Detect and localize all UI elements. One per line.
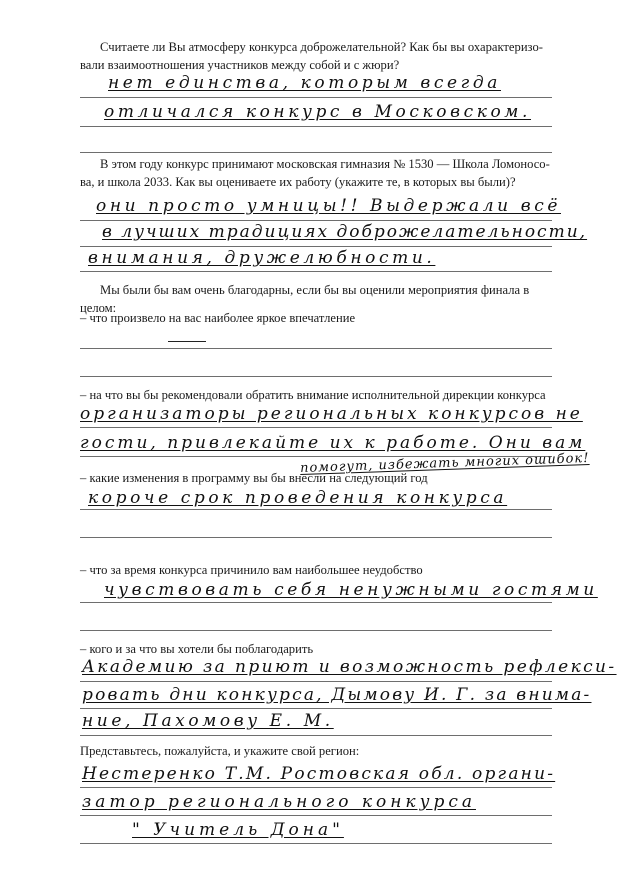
answer-line — [80, 376, 552, 377]
handwritten-answer: гости, привлекайте их к работе. Они вам — [80, 433, 586, 453]
answer-line — [80, 843, 552, 844]
question-thanks: – кого и за что вы хотели бы поблагодарить — [80, 642, 314, 656]
handwritten-answer: они просто умницы!! Выдержали всё — [96, 196, 561, 216]
answer-line — [80, 815, 552, 816]
handwritten-answer: ние, Пахомову Е. М. — [82, 711, 334, 731]
question-discomfort: – что за время конкурса причинило вам наибольшее неудобство — [80, 563, 423, 577]
handwritten-dash — [168, 341, 206, 342]
handwritten-answer: внимания, дружелюбности. — [88, 248, 436, 268]
handwritten-answer: нет единства, которым всегда — [108, 73, 501, 93]
answer-line — [80, 708, 552, 709]
question-hosts-line1: В этом году конкурс принимают московская гимназия № 1530 — Школа Ломоносо- — [100, 157, 550, 171]
answer-line — [80, 97, 552, 98]
question-atmosphere — [80, 38, 552, 74]
final-intro: Мы были бы вам очень благодарны, если бы вы оценили мероприятия финала в целом: — [80, 283, 530, 315]
question-impression: – что произвело на вас наиболее яркое впечатление — [80, 311, 356, 325]
question-hosts-line2: ва, и школа 2033. Как вы оцениваете их работу (укажите те, в которых вы были)? — [80, 175, 516, 189]
question-atmosphere-line1: Считаете ли Вы атмосферу конкурса доброжелательной? Как бы вы охарактеризо- — [100, 40, 543, 54]
handwritten-answer: ровать дни конкурса, Дымову И. Г. за внима- — [82, 685, 592, 705]
handwritten-answer: помогут, избежать многих ошибок! — [299, 450, 590, 477]
answer-line — [80, 246, 552, 247]
question-hosts — [80, 155, 552, 191]
question-atmosphere-line2: вали взаимоотношения участников между собой и с жюри? — [80, 58, 400, 72]
answer-line — [80, 427, 552, 428]
answer-line — [80, 537, 552, 538]
question-direction: – на что вы бы рекомендовали обратить внимание исполнительной дирекции конкурса — [80, 388, 546, 402]
handwritten-answer: отличался конкурс в Московском. — [104, 102, 531, 122]
handwritten-answer: организаторы региональных конкурсов не — [80, 404, 583, 424]
answer-line — [80, 681, 552, 682]
answer-line — [80, 220, 552, 221]
handwritten-answer: " Учитель Дона" — [132, 820, 344, 840]
answer-line — [80, 271, 552, 272]
handwritten-answer: Нестеренко Т.М. Ростовская обл. органи- — [82, 764, 556, 784]
handwritten-answer: затор регионального конкурса — [82, 792, 476, 812]
answer-line — [80, 348, 552, 349]
answer-line — [80, 630, 552, 631]
handwritten-answer: в лучших традициях доброжелательности, — [102, 222, 588, 242]
answer-line — [80, 152, 552, 153]
answer-line — [80, 735, 552, 736]
handwritten-answer: короче срок проведения конкурса — [88, 488, 508, 508]
answer-line — [80, 602, 552, 603]
handwritten-answer: чувствовать себя ненужными гостями — [104, 580, 598, 600]
handwritten-answer: Академию за приют и возможность рефлекси- — [82, 657, 617, 677]
question-program: – какие изменения в программу вы бы внесли на следующий год — [80, 471, 428, 485]
answer-line — [80, 787, 552, 788]
answer-line — [80, 509, 552, 510]
question-region: Представьтесь, пожалуйста, и укажите свой регион: — [80, 744, 360, 758]
answer-line — [80, 126, 552, 127]
